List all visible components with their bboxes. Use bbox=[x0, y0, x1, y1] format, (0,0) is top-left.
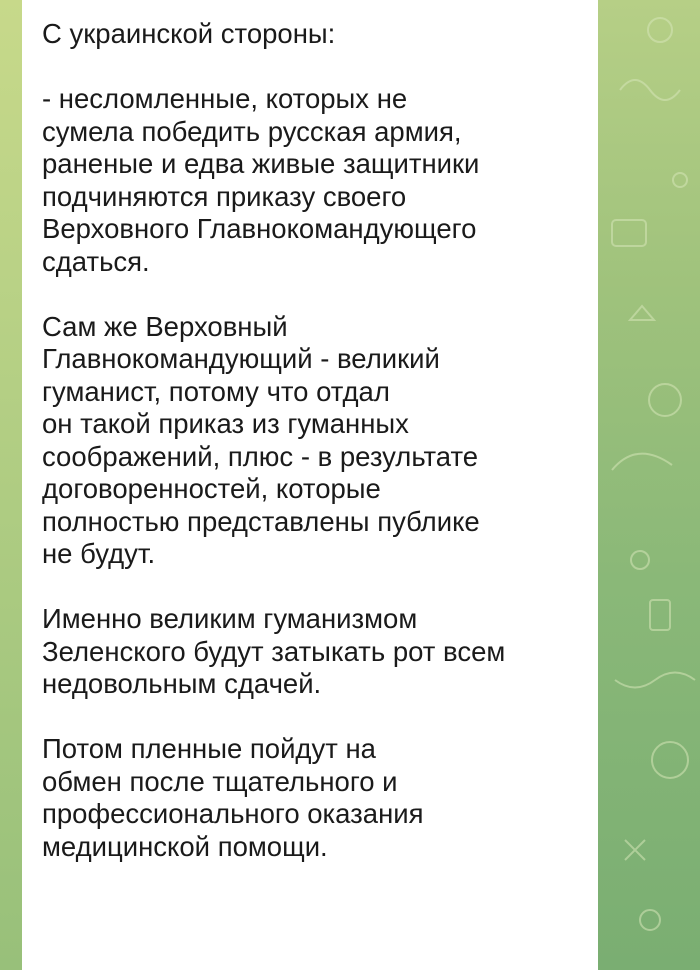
message-line: С украинской стороны: bbox=[42, 18, 336, 49]
message-paragraph bbox=[42, 311, 578, 571]
message-line: медицинской помощи. bbox=[42, 830, 328, 862]
message-line: профессионального оказания bbox=[42, 798, 424, 829]
message-paragraph bbox=[42, 83, 578, 278]
message-line: - несломленные, которых не bbox=[42, 83, 408, 114]
paragraph-gap bbox=[42, 51, 578, 84]
message-line: соображений, плюс - в результате bbox=[42, 440, 479, 472]
message-line: не будут. bbox=[42, 538, 156, 569]
message-line: Сам же Верховный bbox=[42, 310, 288, 342]
message-paragraph bbox=[42, 603, 578, 701]
message-line: сумела победить русская армия, bbox=[42, 115, 462, 147]
message-line: гуманист, потому что отдал bbox=[42, 375, 390, 407]
message-line: Именно великим гуманизмом bbox=[42, 603, 418, 634]
message-line: он такой приказ из гуманных bbox=[42, 408, 409, 439]
message-line: подчиняются приказу своего bbox=[42, 180, 407, 212]
paragraph-gap bbox=[42, 278, 578, 311]
message-line: Верховного Главнокомандующего bbox=[42, 213, 477, 244]
wallpaper-left-edge bbox=[0, 0, 22, 970]
message-paragraph bbox=[42, 733, 578, 863]
message-line: Главнокомандующий - великий bbox=[42, 343, 440, 374]
message-line: полностью представлены публике bbox=[42, 505, 480, 537]
message-line: недовольным сдачей. bbox=[42, 668, 322, 699]
message-line: Зеленского будут затыкать рот всем bbox=[42, 635, 506, 667]
message-line: договоренностей, которые bbox=[42, 473, 381, 504]
message-line: сдаться. bbox=[42, 245, 150, 277]
paragraph-gap bbox=[42, 571, 578, 604]
message-line: обмен после тщательного и bbox=[42, 765, 398, 797]
message-paragraph bbox=[42, 18, 578, 51]
message-text bbox=[42, 18, 578, 863]
paragraph-gap bbox=[42, 701, 578, 734]
message-line: раненые и едва живые защитники bbox=[42, 148, 480, 179]
message-line: Потом пленные пойдут на bbox=[42, 733, 376, 764]
message-bubble[interactable] bbox=[22, 0, 598, 970]
